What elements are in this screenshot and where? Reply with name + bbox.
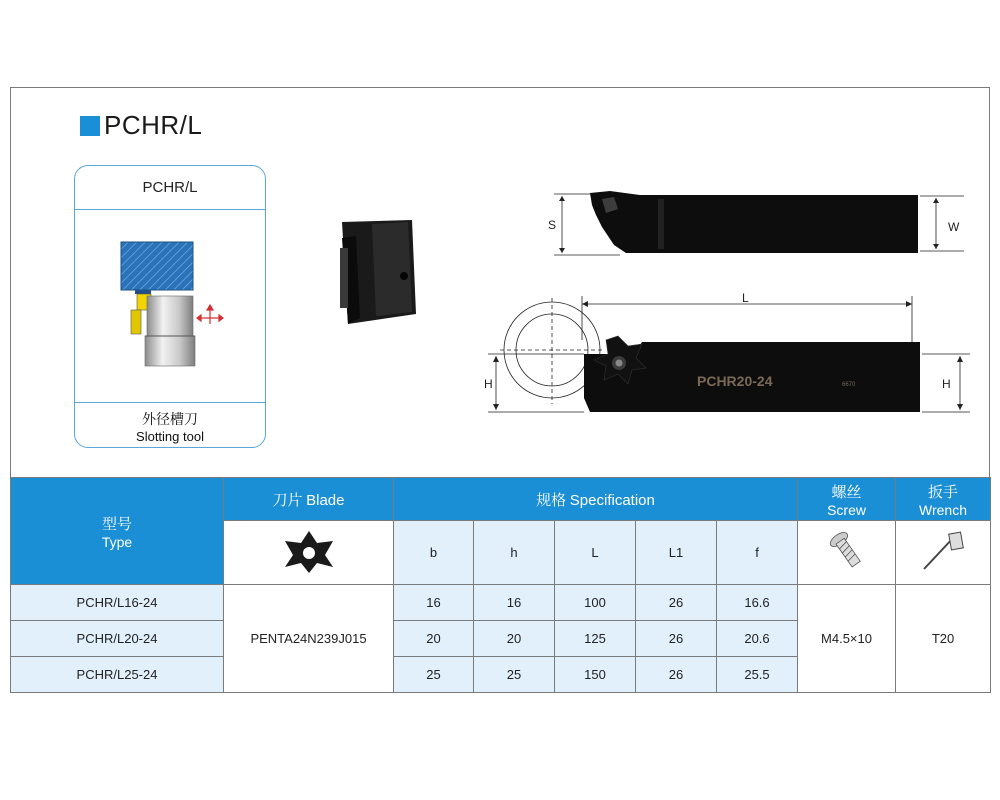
blade-image-cell (224, 521, 394, 585)
row-b: 20 (394, 621, 474, 657)
blade-star-icon (279, 529, 339, 573)
wrench-header: 扳手 Wrench (896, 478, 991, 521)
row-l1: 26 (636, 621, 717, 657)
type-header: 型号 Type (11, 478, 224, 585)
blade-code: PENTA24N239J015 (224, 585, 394, 693)
row-h: 25 (474, 657, 555, 693)
tool-name-cn: 外径槽刀 (142, 412, 198, 428)
wrench-image-cell (896, 521, 991, 585)
workpiece-diagram (75, 210, 265, 402)
row-type: PCHR/L16-24 (11, 585, 224, 621)
top-view-drawing (540, 185, 980, 265)
row-type: PCHR/L20-24 (11, 621, 224, 657)
row-f: 25.5 (717, 657, 798, 693)
screw-icon (829, 529, 865, 573)
screw-header: 螺丝 Screw (798, 478, 896, 521)
screw-image-cell (798, 521, 896, 585)
row-f: 20.6 (717, 621, 798, 657)
row-b: 16 (394, 585, 474, 621)
spec-col-h: h (474, 521, 555, 585)
row-type: PCHR/L25-24 (11, 657, 224, 693)
holder-marking: PCHR20-24 (697, 373, 773, 389)
row-l: 125 (555, 621, 636, 657)
tool-info-box (74, 165, 266, 448)
spec-table (10, 477, 991, 693)
spec-col-l1: L1 (636, 521, 717, 585)
blue-square-icon (80, 116, 100, 136)
info-box-header: PCHR/L (75, 166, 265, 210)
spec-header: 规格 Specification (394, 478, 798, 521)
holder-small-mark: 6670 (842, 382, 856, 388)
wrench-spec: T20 (896, 585, 991, 693)
dim-label-l: L (742, 291, 749, 305)
row-l1: 26 (636, 585, 717, 621)
spec-col-b: b (394, 521, 474, 585)
insert-photo (338, 218, 420, 330)
dim-label-w: W (948, 220, 960, 234)
side-view-drawing (480, 280, 980, 430)
dim-label-h-right: H (942, 377, 951, 391)
screw-spec: M4.5×10 (798, 585, 896, 693)
dim-label-s: S (548, 218, 557, 232)
blade-header: 刀片 Blade (224, 478, 394, 521)
spec-col-f: f (717, 521, 798, 585)
row-h: 16 (474, 585, 555, 621)
tool-name-en: Slotting tool (136, 429, 204, 444)
page-title: PCHR/L (104, 110, 203, 140)
row-h: 20 (474, 621, 555, 657)
row-b: 25 (394, 657, 474, 693)
spec-col-l: L (555, 521, 636, 585)
row-f: 16.6 (717, 585, 798, 621)
dim-label-h-left: H (484, 377, 493, 391)
row-l1: 26 (636, 657, 717, 693)
row-l: 100 (555, 585, 636, 621)
title-block (80, 110, 202, 141)
info-box-footer (75, 402, 265, 448)
row-l: 150 (555, 657, 636, 693)
wrench-icon (918, 529, 968, 573)
